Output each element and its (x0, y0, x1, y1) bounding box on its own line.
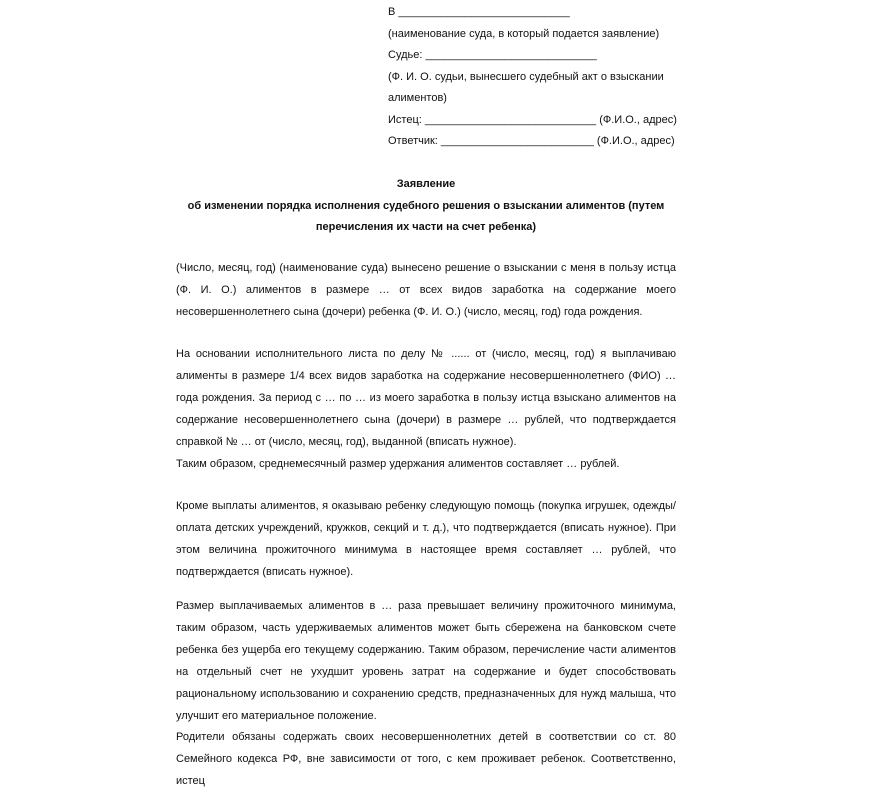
paragraph-additional-help (176, 496, 676, 584)
judge-line: Судье: ____________________________ (388, 49, 597, 61)
paragraph-text: Родители обязаны содержать своих несовершеннолетних детей в соответствии со ст. 80 Семейного кодекса РФ, вне зависимости от того, с кем проживает ребенок. Соответственно, истец (176, 731, 676, 788)
title-line-3: перечисления их части на счет ребенка) (315, 221, 537, 233)
paragraph-payments (176, 344, 676, 475)
defendant-line: Ответчик: _________________________ (Ф.И.О., адрес) (388, 135, 675, 147)
paragraph-text: Кроме выплаты алиментов, я оказываю ребенку следующую помощь (покупка игрушек, одежды/оплата детских учреждений, кружков, секций и т. д.), что подтверждается (вписать нужное). При этом величина прожиточного минимума в настоящее время составляет … рублей, что подтверждается (вписать нужное). (176, 500, 676, 578)
addressee-block (388, 2, 688, 153)
title-line-2: об изменении порядка исполнения судебного решения о взыскании алиментов (путем (187, 199, 665, 212)
judge-note-cont: алиментов) (388, 92, 447, 104)
paragraph-text: (Число, месяц, год) (наименование суда) вынесено решение о взыскании с меня в пользу истца (Ф. И. О.) алиментов в размере … от всех видов заработка на содержание моего несовершеннолетнего сына (дочери) ребенка (Ф. И. О.) (число, месяц, год) года рождения. (176, 262, 676, 318)
paragraph-text: Размер выплачиваемых алиментов в … раза превышает величину прожиточного минимума, таким образом, часть удерживаемых алиментов может быть сбережена на банковском счете ребенка без ущерба его текущему содержанию. Таким образом, перечисление части алиментов на отдельный счет не ухудшит уровень затрат на содержание и будет способствовать рациональному использованию и сохранению средств, предназначенных для нужд малыша, что улучшит его материальное положение. (176, 600, 676, 722)
paragraph-decision (176, 258, 676, 324)
plaintiff-line: Истец: ____________________________ (Ф.И.О., адрес) (388, 113, 677, 126)
court-note: (наименование суда, в который подается заявление) (388, 27, 660, 40)
paragraph-text: На основании исполнительного листа по делу № ...... от (число, месяц, год) я выплачиваю алименты в размере 1/4 всех видов заработка на содержание несовершеннолетнего (ФИО) …года рождения. За период с … по … из моего заработка в пользу истца взыскано алиментов на содержание несовершеннолетнего сына (дочери) в размере … рублей, что подтверждается справкой № … от (число, месяц, год), выданной (вписать нужное). (176, 348, 676, 448)
document-title (176, 174, 676, 239)
judge-note: (Ф. И. О. судьи, вынесшего судебный акт о взыскании (388, 70, 664, 83)
paragraph-justification (176, 596, 676, 793)
title-line-1: Заявление (396, 178, 456, 190)
paragraph-text: Таким образом, среднемесячный размер удержания алиментов составляет … рублей. (176, 457, 620, 470)
court-line: В ____________________________ (388, 6, 570, 18)
